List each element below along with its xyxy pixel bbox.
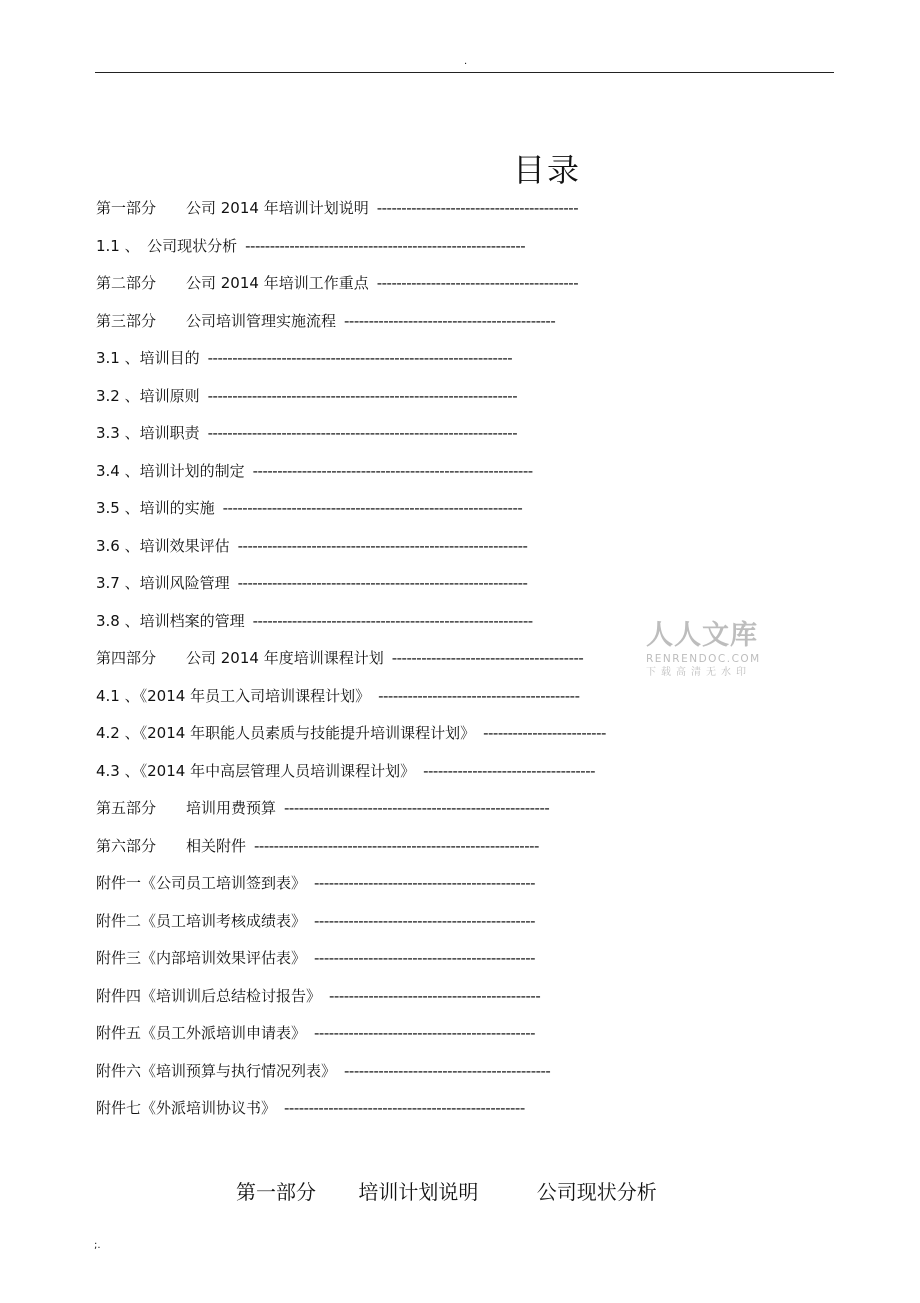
toc-entry[interactable] bbox=[96, 234, 856, 272]
header-mark: . bbox=[464, 56, 468, 67]
toc-entry[interactable] bbox=[96, 271, 856, 309]
toc-entry-label: 3.2 、培训原则 bbox=[96, 386, 200, 405]
toc-entry-leader: ------------------------------------------- bbox=[329, 986, 541, 1005]
toc-entry-leader: --------------------------------------- bbox=[391, 649, 584, 667]
toc-entry-label: 附件三《内部培训效果评估表》 bbox=[96, 949, 307, 967]
toc-entry[interactable] bbox=[96, 796, 856, 834]
toc-entry[interactable] bbox=[96, 871, 856, 909]
toc-entry-leader: ------------------------------------------------- bbox=[284, 1099, 525, 1117]
toc-entry[interactable] bbox=[96, 309, 856, 347]
toc-entry[interactable] bbox=[96, 721, 856, 759]
watermark-logo bbox=[646, 620, 776, 679]
section-heading bbox=[236, 1176, 657, 1205]
toc-entry-label: 4.3 、《2014 年中高层管理人员培训课程计划》 bbox=[96, 761, 416, 780]
watermark-domain: RENRENDOC.COM bbox=[646, 653, 761, 665]
toc-entry-label: 4.2 、《2014 年职能人员素质与技能提升培训课程计划》 bbox=[96, 724, 476, 742]
watermark-note: 下载高清无水印 bbox=[646, 667, 751, 678]
toc-entry-label: 3.3 、培训职责 bbox=[96, 424, 200, 442]
toc-entry[interactable] bbox=[96, 346, 856, 384]
toc-entry-label: 附件五《员工外派培训申请表》 bbox=[96, 1024, 307, 1042]
toc-entry[interactable] bbox=[96, 421, 856, 459]
toc-entry[interactable] bbox=[96, 496, 856, 534]
toc-entry-label: 3.6 、培训效果评估 bbox=[96, 536, 230, 555]
toc-entry-leader: ----------------------------------------- bbox=[378, 686, 580, 705]
toc-entry[interactable] bbox=[96, 196, 856, 234]
toc-entry[interactable] bbox=[96, 684, 856, 722]
page-title: 目录 bbox=[513, 151, 582, 189]
toc-entry-label: 附件六《培训预算与执行情况列表》 bbox=[96, 1061, 337, 1080]
toc-entry[interactable] bbox=[96, 834, 856, 872]
toc-entry-label: 4.1 、《2014 年员工入司培训课程计划》 bbox=[96, 686, 371, 705]
toc-entry-label: 3.1 、培训目的 bbox=[96, 349, 200, 367]
toc-entry-label: 3.7 、培训风险管理 bbox=[96, 574, 230, 592]
toc-entry-label: 第六部分 相关附件 bbox=[96, 836, 247, 855]
toc-entry-label: 第三部分 公司培训管理实施流程 bbox=[96, 311, 337, 330]
toc-entry-leader: --------------------------------------------------------- bbox=[245, 236, 526, 255]
toc-entry[interactable] bbox=[96, 909, 856, 947]
toc-entry-label: 第二部分 公司 2014 年培训工作重点 bbox=[96, 274, 369, 292]
toc-entry-leader: ------------------------------------------- bbox=[344, 311, 556, 330]
toc-entry-leader: ------------------------------------------ bbox=[344, 1061, 551, 1080]
toc-entry[interactable] bbox=[96, 1096, 856, 1134]
toc-entry-leader: --------------------------------------------------------- bbox=[252, 461, 533, 480]
toc-entry-leader: ---------------------------------------------------------- bbox=[254, 836, 539, 855]
toc-entry-leader: ----------------------------------------------------------- bbox=[237, 536, 528, 555]
toc-entry-leader: --------------------------------------------------------- bbox=[252, 611, 533, 630]
toc-entry-label: 3.5 、培训的实施 bbox=[96, 499, 215, 517]
toc-entry-leader: --------------------------------------------- bbox=[314, 911, 536, 930]
toc-entry[interactable] bbox=[96, 946, 856, 984]
watermark-title: 人人文库 bbox=[646, 620, 758, 651]
toc-entry-label: 第一部分 公司 2014 年培训计划说明 bbox=[96, 199, 369, 217]
toc-entry-leader: --------------------------------------------- bbox=[314, 1024, 536, 1042]
toc-entry-label: 3.4 、培训计划的制定 bbox=[96, 461, 245, 480]
section-heading-subtopic: 公司现状分析 bbox=[536, 1180, 657, 1204]
toc-entry-leader: ------------------------- bbox=[483, 724, 606, 742]
toc-entry-label: 第四部分 公司 2014 年度培训课程计划 bbox=[96, 649, 384, 667]
toc-entry-leader: ----------------------------------------------------------- bbox=[237, 574, 528, 592]
toc-entry-label: 附件四《培训训后总结检讨报告》 bbox=[96, 986, 322, 1005]
toc-entry-leader: --------------------------------------------- bbox=[314, 949, 536, 967]
section-heading-topic: 培训计划说明 bbox=[358, 1180, 479, 1204]
toc-entry[interactable] bbox=[96, 534, 856, 572]
toc-entry-leader: ------------------------------------------------------ bbox=[284, 799, 550, 817]
toc-entry[interactable] bbox=[96, 571, 856, 609]
toc-entry-label: 第五部分 培训用费预算 bbox=[96, 799, 277, 817]
toc-entry-label: 附件二《员工培训考核成绩表》 bbox=[96, 911, 307, 930]
toc-entry-label: 1.1 、 公司现状分析 bbox=[96, 236, 238, 255]
toc-entry-label: 附件一《公司员工培训签到表》 bbox=[96, 874, 307, 892]
footer-mark: ;. bbox=[94, 1240, 101, 1251]
toc-entry[interactable] bbox=[96, 384, 856, 422]
toc-entry-leader: --------------------------------------------- bbox=[314, 874, 536, 892]
toc-entry[interactable] bbox=[96, 1021, 856, 1059]
toc-entry[interactable] bbox=[96, 984, 856, 1022]
section-heading-part: 第一部分 bbox=[236, 1180, 316, 1204]
toc-entry-leader: ------------------------------------------------------------- bbox=[222, 499, 523, 517]
toc-entry[interactable] bbox=[96, 1059, 856, 1097]
toc-entry-leader: -------------------------------------------------------------- bbox=[207, 349, 513, 367]
header-rule bbox=[95, 72, 834, 73]
toc-entry-label: 附件七《外派培训协议书》 bbox=[96, 1099, 277, 1117]
toc-entry-leader: ----------------------------------------- bbox=[376, 199, 579, 217]
toc-entry-leader: --------------------------------------------------------------- bbox=[207, 424, 518, 442]
toc-entry[interactable] bbox=[96, 759, 856, 797]
toc-entry-leader: ----------------------------------- bbox=[423, 761, 596, 780]
toc-entry-leader: ----------------------------------------- bbox=[376, 274, 579, 292]
toc-entry[interactable] bbox=[96, 459, 856, 497]
toc-entry-label: 3.8 、培训档案的管理 bbox=[96, 611, 245, 630]
toc-entry-leader: --------------------------------------------------------------- bbox=[207, 386, 518, 405]
